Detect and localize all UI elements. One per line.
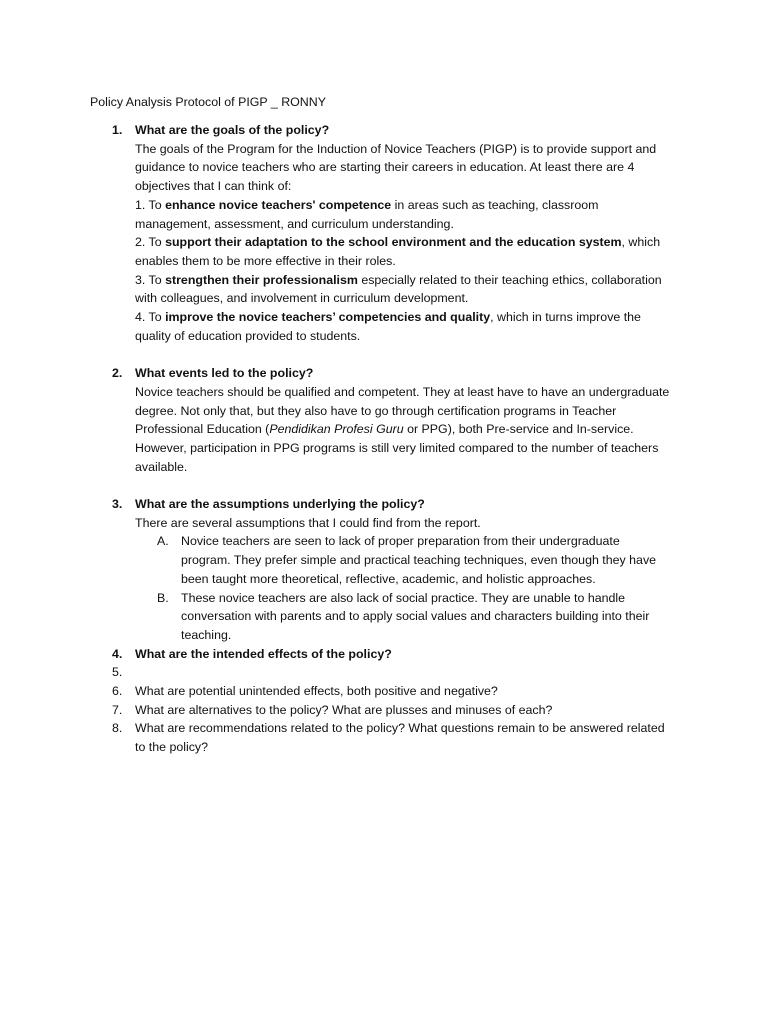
question-number: 5. [112,665,123,680]
answer-paragraph: There are several assumptions that I could find from the report. [135,515,481,530]
question-item-1 [0,121,670,345]
assumption-b [135,589,670,645]
assumption-letter: A. [157,534,169,549]
question-item-4 [0,645,670,664]
objective-4: 4. To improve the novice teachers’ competencies and quality, which in turns improve the quality of education provided to students. [135,310,641,343]
question-heading: What events led to the policy? [135,366,314,381]
assumption-text: These novice teachers are also lack of social practice. They are unable to handle conversation with parents and to apply social values and characters building into their teaching. [181,590,650,642]
assumption-text: Novice teachers are seen to lack of proper preparation from their undergraduate program. They prefer simple and practical teaching techniques, even though they have been taught more theoretical, reflective, academic, and holistic approaches. [181,534,657,586]
question-number: 4. [112,646,123,661]
question-number: 7. [112,702,123,717]
question-heading [135,663,670,682]
question-heading: What are the intended effects of the policy? [135,646,392,661]
question-item-3 [0,495,670,645]
question-list [0,121,768,757]
question-item-5 [0,663,670,682]
question-item-6 [0,682,670,701]
answer-paragraph: The goals of the Program for the Induction of Novice Teachers (PIGP) is to provide support and guidance to novice teachers who are starting their careers in education. At least there are 4 objectives that I can think of: [135,141,657,194]
question-item-7 [0,701,670,720]
assumption-a [135,532,670,588]
question-number: 2. [112,366,123,381]
question-heading: What are potential unintended effects, both positive and negative? [135,684,498,699]
question-number: 8. [112,721,123,736]
objective-2: 2. To support their adaptation to the school environment and the education system, which enables them to be more effective in their roles. [135,235,661,268]
question-number: 3. [112,497,123,512]
question-heading: What are recommendations related to the policy? What questions remain to be answered related to the policy? [135,721,665,755]
question-heading: What are alternatives to the policy? What are plusses and minuses of each? [135,702,553,717]
answer-paragraph: Novice teachers should be qualified and competent. They at least have to have an undergraduate degree. Not only that, but they also have to go through certification programs in Teacher Professional Education (Pendidikan Profesi Guru or PPG), both Pre-service and In-service. However, participation in PPG programs is still very limited compared to the number of teachers available. [135,384,670,474]
question-number: 6. [112,684,123,699]
objective-1: 1. To enhance novice teachers' competence in areas such as teaching, classroom management, assessment, and curriculum understanding. [135,197,599,231]
question-heading: What are the goals of the policy? [135,123,330,137]
objective-3: 3. To strengthen their professionalism especially related to their teaching ethics, collaboration with colleagues, and involvement in curriculum development. [135,272,662,306]
question-item-2 [0,364,670,476]
document-title: Policy Analysis Protocol of PIGP _ RONNY [90,95,326,109]
question-number: 1. [112,123,123,137]
question-heading: What are the assumptions underlying the policy? [135,497,425,512]
assumption-letter: B. [157,590,169,605]
question-item-8 [0,719,670,756]
